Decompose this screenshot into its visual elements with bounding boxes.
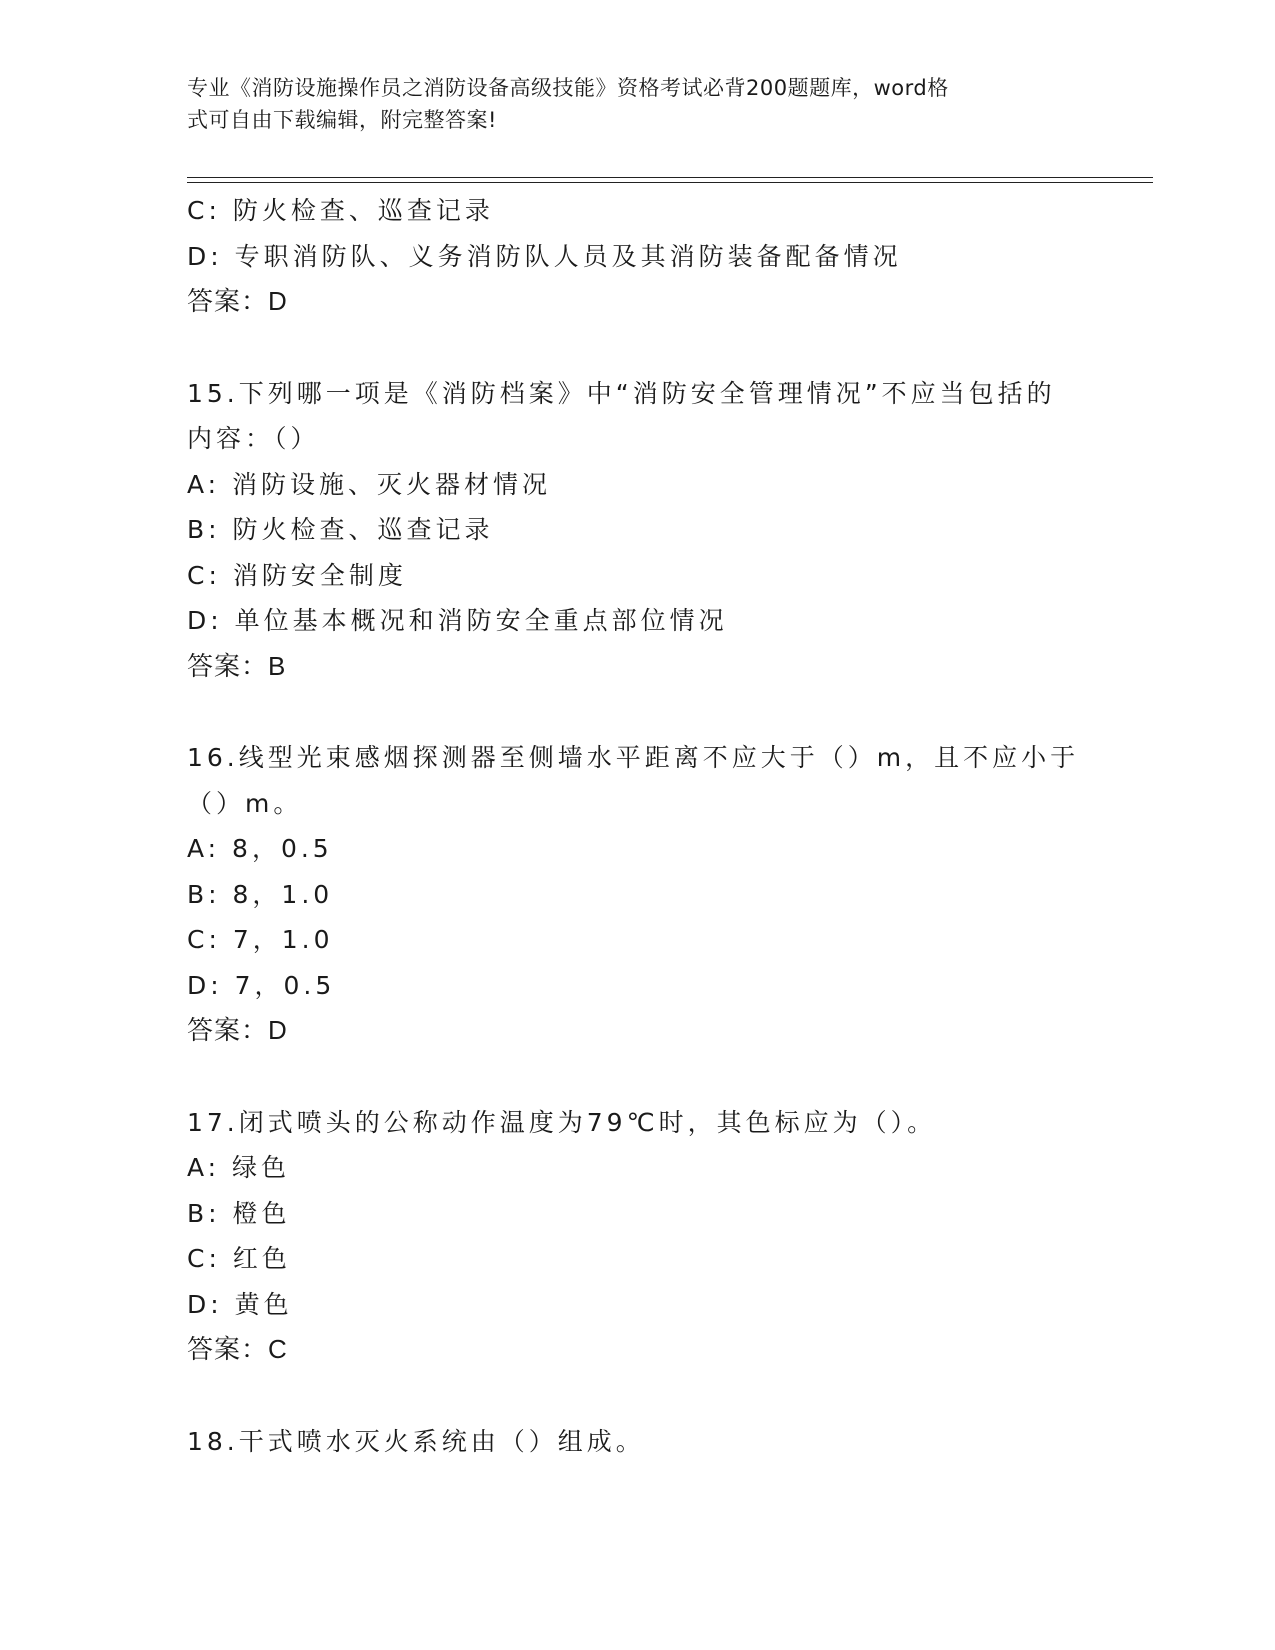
spacer: [187, 1373, 1087, 1419]
option-a: A: 8，0.5: [187, 834, 333, 863]
answer-line: 答案：D: [187, 1015, 288, 1045]
answer-line: 答案：D: [187, 286, 288, 316]
question-stem: 16.线型光束感烟探测器至侧墙水平距离不应大于（）m，且不应小于: [187, 743, 1080, 772]
answer-line: 答案：B: [187, 650, 287, 681]
option-c: C: 消防安全制度: [187, 560, 407, 590]
question-list: [187, 188, 1087, 1464]
question-stem: 15.下列哪一项是《消防档案》中“消防安全管理情况”不应当包括的: [187, 378, 1056, 408]
question-15: [187, 371, 1087, 690]
question-14-fragment: [187, 188, 1087, 325]
option-a: A: 绿色: [187, 1153, 291, 1182]
question-stem: 内容：（）: [187, 424, 320, 453]
spacer: [187, 1054, 1087, 1100]
option-a: A: 消防设施、灭火器材情况: [187, 469, 552, 499]
answer-line: 答案：C: [187, 1334, 288, 1364]
option-d: D: 专职消防队、义务消防队人员及其消防装备配备情况: [187, 241, 902, 271]
option-b: B: 橙色: [187, 1198, 291, 1228]
question-stem: 18.干式喷水灭火系统由（）组成。: [187, 1426, 645, 1456]
option-b: B: 防火检查、巡查记录: [187, 515, 494, 544]
spacer: [187, 325, 1087, 371]
question-stem: 17.闭式喷头的公称动作温度为79℃时，其色标应为（）。: [187, 1107, 937, 1137]
option-c: C: 防火检查、巡查记录: [187, 196, 494, 225]
question-16: [187, 735, 1087, 1054]
option-c: C: 7，1.0: [187, 925, 334, 954]
question-17: [187, 1100, 1087, 1373]
header-line-2: 式可自由下载编辑，附完整答案!: [187, 108, 497, 132]
option-d: D: 黄色: [187, 1289, 293, 1319]
option-d: D: 7，0.5: [187, 970, 336, 1000]
option-c: C: 红色: [187, 1244, 291, 1273]
question-18: [187, 1419, 1087, 1465]
header-divider-bottom: [187, 182, 1153, 183]
option-d: D: 单位基本概况和消防安全重点部位情况: [187, 606, 728, 635]
document-header: [187, 72, 1067, 136]
question-stem: （）m。: [187, 788, 303, 818]
header-line-1: 专业《消防设施操作员之消防设备高级技能》资格考试必背200题题库，word格: [187, 76, 949, 100]
spacer: [187, 689, 1087, 735]
header-divider-top: [187, 177, 1153, 178]
option-b: B: 8，1.0: [187, 879, 334, 909]
